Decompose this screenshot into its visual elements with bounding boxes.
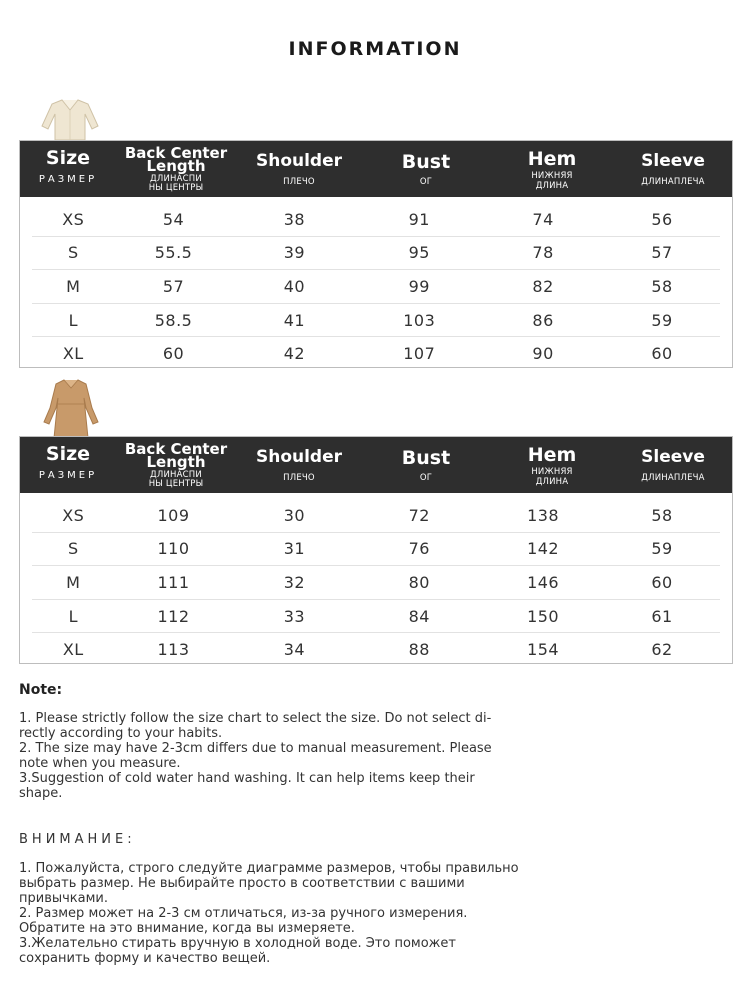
header-back-center-ru-2: НЫ ЦЕНТРЫ [148,183,204,193]
cell-shoulder: 30 [283,505,306,525]
header-sleeve-en: Sleeve [641,151,705,171]
table-header [20,437,732,493]
header-size-ru: РАЗМЕР [38,174,98,185]
cell-bust: 103 [403,310,436,330]
cell-hem: 138 [527,505,560,525]
cell-sleeve: 62 [651,640,673,660]
table-row [32,270,720,304]
header-shoulder [236,141,362,197]
table-header [20,141,732,197]
note-line: 3.Suggestion of cold water hand washing. It can help items keep their [19,771,475,786]
cell-shoulder: 34 [283,640,306,660]
header-back-center-en-1: Back Center [124,144,228,162]
cell-bust: 107 [403,344,436,364]
note-ru-line: 3.Желательно стирать вручную в холодной воде. Это поможет [19,936,456,951]
note-line: 1. Please strictly follow the size chart to select the size. Do not select di- [19,711,492,726]
header-bust [362,141,490,197]
cell-shoulder: 38 [283,209,306,229]
cell-back-center: 55.5 [154,243,193,263]
table-row [32,566,720,600]
cardigan-top-illustration [40,96,100,142]
note-ru-line: привычками. [19,891,109,906]
cell-size: S [67,243,79,263]
cell-sleeve: 60 [651,344,673,364]
cell-bust: 72 [408,505,430,525]
table-row [32,203,720,237]
cell-back-center: 111 [157,572,190,592]
cell-hem: 74 [532,209,554,229]
note-ru-body [19,861,719,966]
cell-size: XL [62,344,84,364]
note-line: rectly according to your habits. [19,726,223,741]
cell-size: XS [62,505,85,525]
cell-hem: 150 [527,606,560,626]
note-ru-line: 2. Размер может на 2-3 см отличаться, из-за ручного измерения. [19,906,468,921]
cell-shoulder: 32 [283,572,306,592]
note-ru-line: 1. Пожалуйста, строго следуйте диаграмме размеров, чтобы правильно [19,861,519,876]
table-row [32,600,720,634]
header-hem [490,141,614,197]
header-size-en: Size [45,443,91,465]
cell-size: L [68,606,78,626]
cell-bust: 88 [408,640,430,660]
cell-size: S [67,539,79,559]
cell-sleeve: 61 [651,606,673,626]
cell-shoulder: 33 [283,606,306,626]
cell-back-center: 110 [157,539,190,559]
header-back-center-en-1: Back Center [124,440,228,458]
cell-shoulder: 39 [283,243,306,263]
cell-sleeve: 60 [651,572,673,592]
header-shoulder-en: Shoulder [255,447,343,467]
note-ru-heading: ВНИМАНИЕ: [19,832,136,847]
cell-size: M [66,276,81,296]
header-hem-ru-2: ДЛИНА [535,477,569,487]
header-sleeve [614,437,732,493]
note-body [19,711,719,801]
header-shoulder-en: Shoulder [255,151,343,171]
page-title: INFORMATION [288,38,462,60]
table-row [32,633,720,666]
cell-size: XS [62,209,85,229]
cell-sleeve: 59 [651,539,673,559]
header-bust [362,437,490,493]
header-back-center [116,437,236,493]
cell-back-center: 109 [157,505,190,525]
header-back-center [116,141,236,197]
header-bust-en: Bust [401,447,451,469]
cell-sleeve: 56 [651,209,673,229]
cell-hem: 146 [527,572,560,592]
cell-size: M [66,572,81,592]
cell-shoulder: 41 [283,310,306,330]
cell-size: XL [62,640,84,660]
cell-hem: 154 [527,640,560,660]
cell-shoulder: 31 [283,539,306,559]
note-ru-line: Обратите на это внимание, когда вы измеряете. [19,921,355,936]
cell-bust: 95 [408,243,430,263]
header-sleeve-ru: ДЛИНАПЛЕЧА [641,177,705,187]
header-back-center-en-2: Length [146,453,206,471]
header-back-center-ru-1: ДЛИНАСПИ [150,470,202,480]
header-sleeve-ru: ДЛИНАПЛЕЧА [641,473,705,483]
cell-sleeve: 58 [651,505,673,525]
cell-shoulder: 40 [283,276,306,296]
cell-back-center: 58.5 [154,310,193,330]
header-hem-ru-2: ДЛИНА [535,181,569,191]
cell-back-center: 57 [162,276,185,296]
cell-hem: 90 [532,344,554,364]
size-table-top [19,140,733,368]
table-row [32,337,720,370]
cell-bust: 80 [408,572,430,592]
cell-back-center: 60 [162,344,185,364]
size-table-dress [19,436,733,664]
cell-back-center: 54 [162,209,185,229]
header-size-en: Size [45,147,91,169]
cell-shoulder: 42 [283,344,306,364]
header-back-center-ru-1: ДЛИНАСПИ [150,174,202,184]
table-body [20,493,732,668]
cell-back-center: 113 [157,640,190,660]
table-row [32,499,720,533]
header-size [20,437,116,493]
header-bust-ru: ОГ [419,177,433,187]
cell-sleeve: 57 [651,243,673,263]
cell-sleeve: 59 [651,310,673,330]
header-hem-en: Hem [527,444,577,466]
cell-hem: 78 [532,243,554,263]
header-sleeve-en: Sleeve [641,447,705,467]
header-bust-en: Bust [401,151,451,173]
note-ru-line: сохранить форму и качество вещей. [19,951,271,966]
cell-back-center: 112 [157,606,190,626]
cell-hem: 82 [532,276,554,296]
cell-sleeve: 58 [651,276,673,296]
note-line: shape. [19,786,63,801]
table-row [32,237,720,271]
header-hem [490,437,614,493]
table-body [20,197,732,372]
header-sleeve [614,141,732,197]
note-ru-line: выбрать размер. Не выбирайте просто в соответствии с вашими [19,876,465,891]
header-shoulder [236,437,362,493]
cell-bust: 91 [408,209,430,229]
note-line: 2. The size may have 2-3cm differs due to manual measurement. Please [19,741,492,756]
note-line: note when you measure. [19,756,181,771]
cell-bust: 99 [408,276,430,296]
table-row [32,304,720,338]
table-row [32,533,720,567]
cell-hem: 142 [527,539,560,559]
header-bust-ru: ОГ [419,473,433,483]
header-shoulder-ru: ПЛЕЧО [283,177,315,187]
cell-bust: 76 [408,539,430,559]
header-back-center-en-2: Length [146,157,206,175]
header-hem-ru-1: НИЖНЯЯ [531,467,573,477]
cell-size: L [68,310,78,330]
header-size-ru: РАЗМЕР [38,470,98,481]
header-back-center-ru-2: НЫ ЦЕНТРЫ [148,479,204,489]
header-hem-ru-1: НИЖНЯЯ [531,171,573,181]
header-shoulder-ru: ПЛЕЧО [283,473,315,483]
cell-hem: 86 [532,310,554,330]
note-heading: Note: [19,682,63,698]
cell-bust: 84 [408,606,430,626]
header-size [20,141,116,197]
knit-dress-illustration [40,378,102,440]
header-hem-en: Hem [527,148,577,170]
